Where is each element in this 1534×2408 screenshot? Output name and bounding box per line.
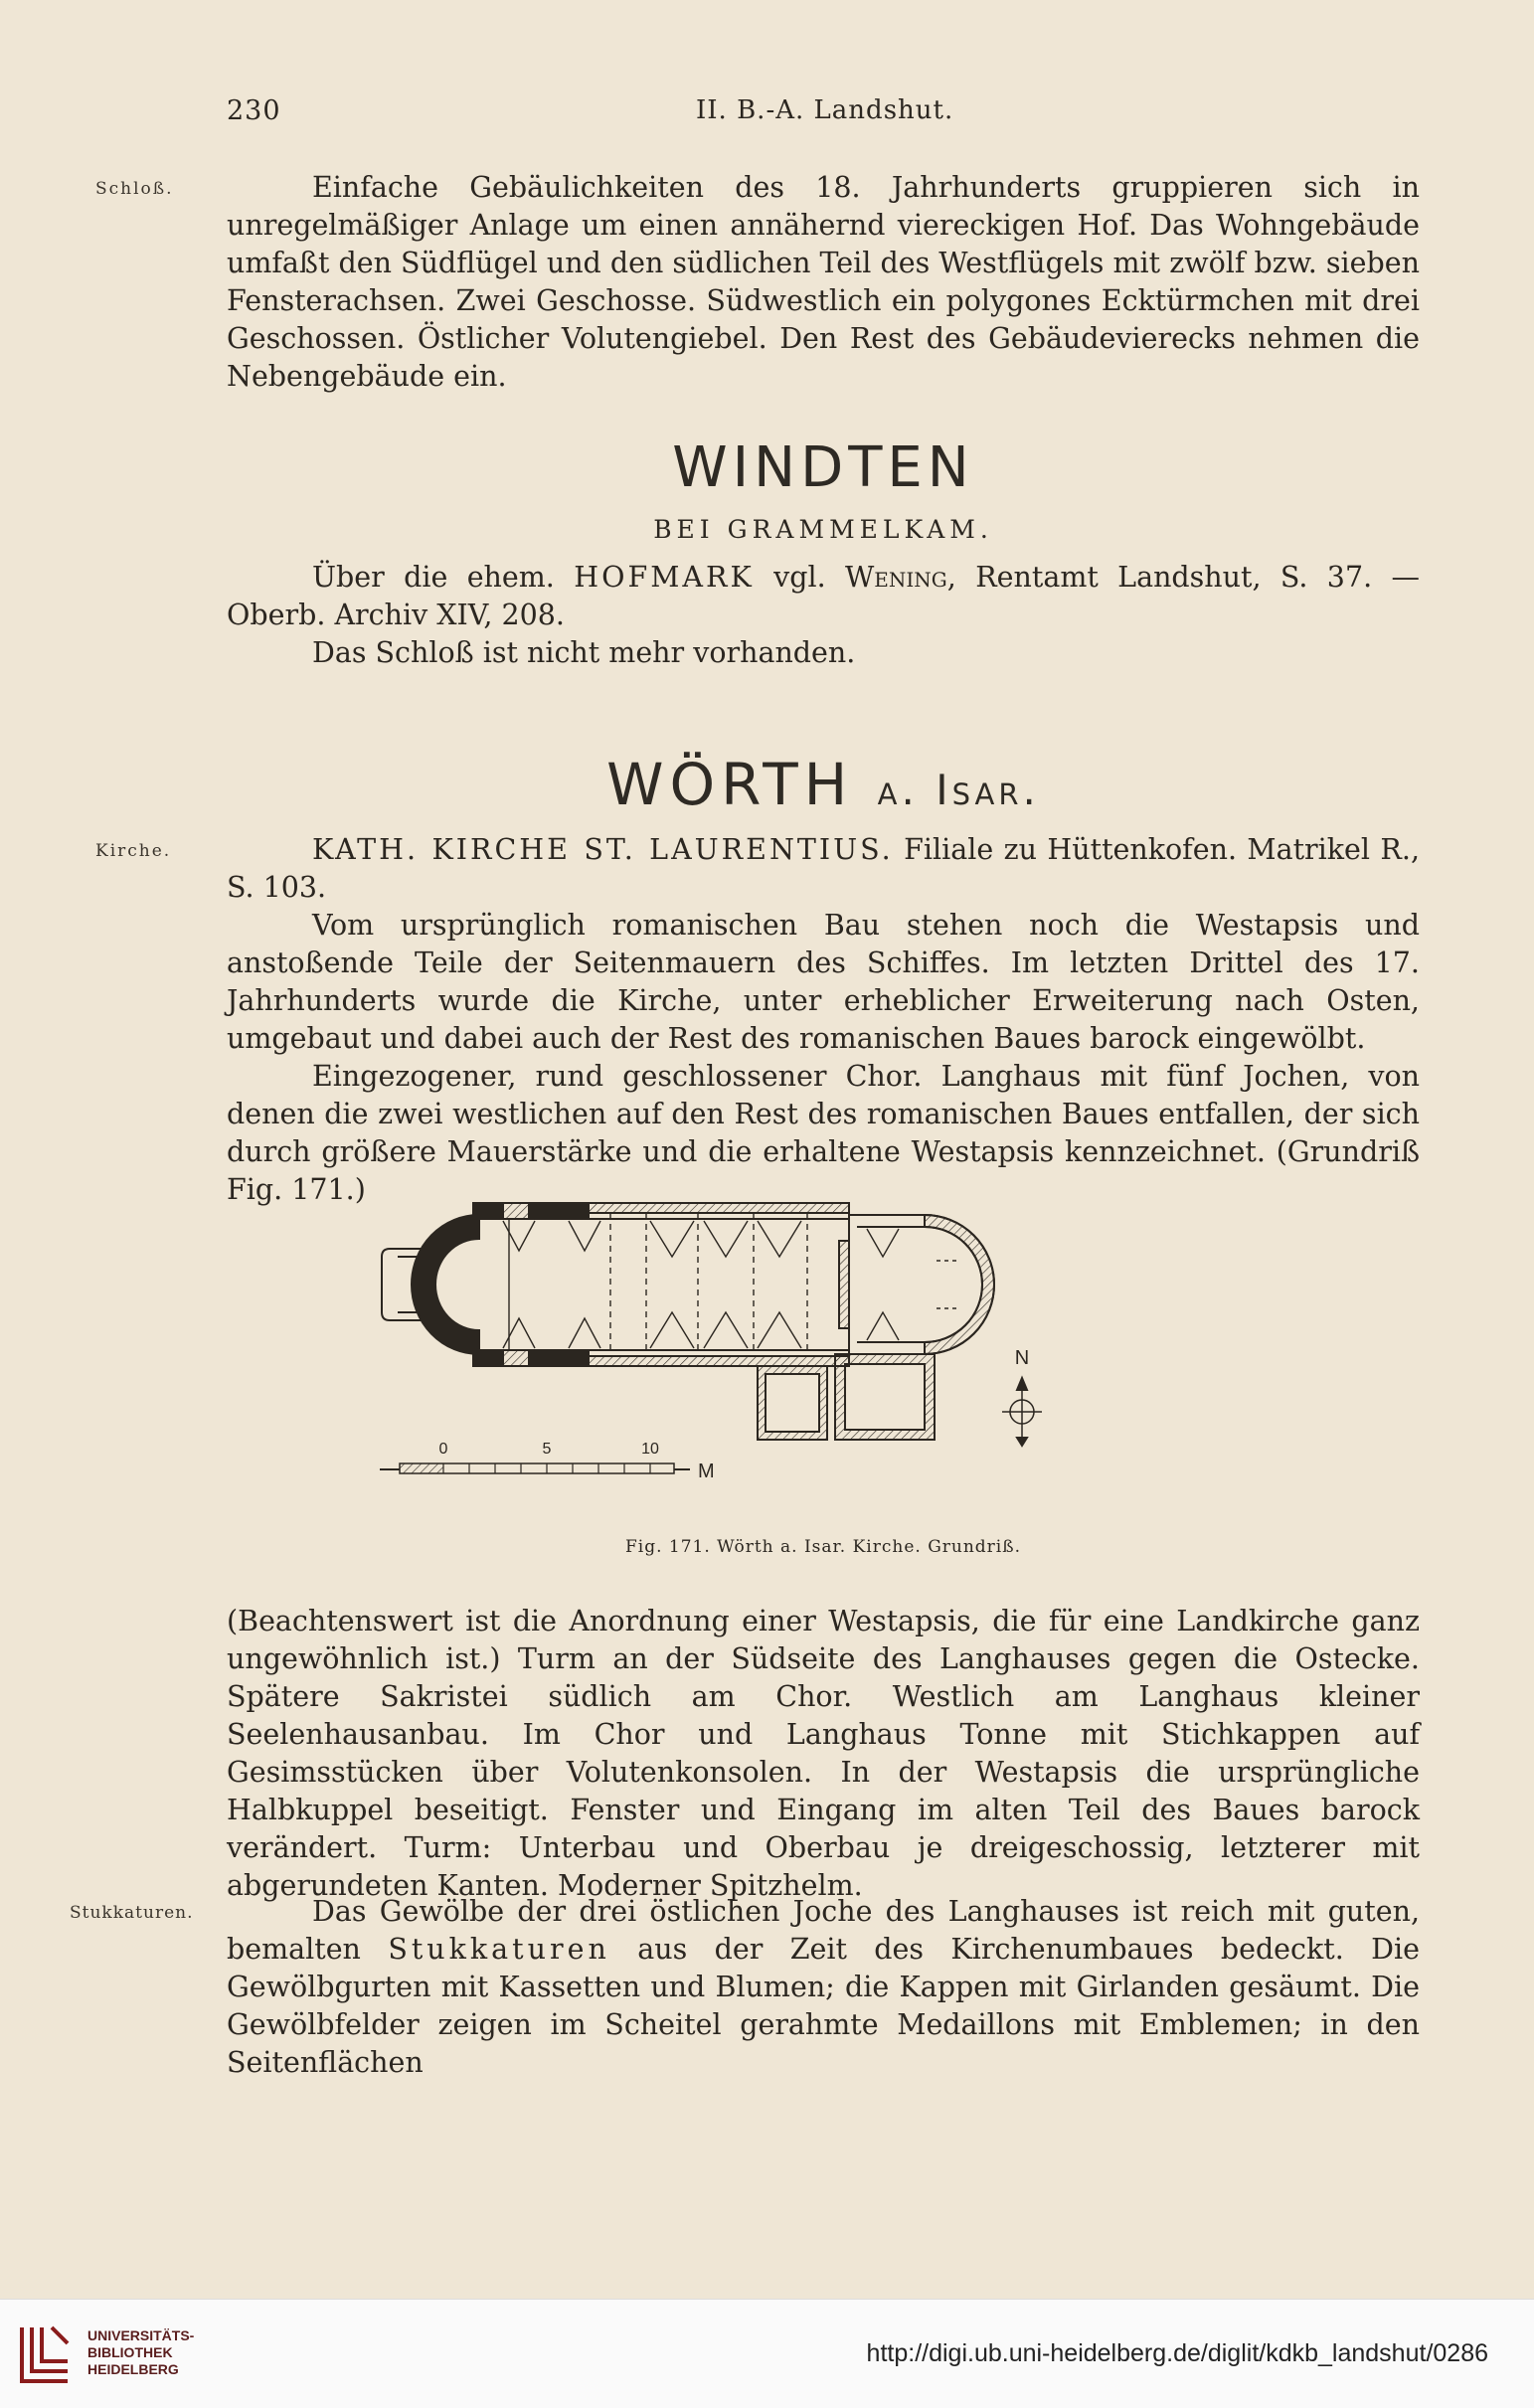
scale-unit: M bbox=[698, 1461, 715, 1482]
worth-title-sub: a. Isar. bbox=[877, 766, 1040, 814]
worth-title-main: WÖRTH bbox=[606, 751, 854, 818]
library-name-line-1: UNIVERSITÄTS- bbox=[87, 2327, 195, 2343]
page-number: 230 bbox=[227, 95, 281, 126]
lit-wening: Wening bbox=[845, 561, 947, 594]
windten-section bbox=[227, 559, 1420, 672]
floor-plan-drawing bbox=[382, 1203, 1042, 1446]
lit-hofmark: HOFMARK bbox=[574, 561, 755, 594]
library-name-line-2: BIBLIOTHEK bbox=[87, 2344, 173, 2360]
running-title: II. B.-A. Landshut. bbox=[696, 95, 954, 125]
paragraph-description bbox=[227, 1603, 1420, 1905]
scale-label-5: 5 bbox=[542, 1441, 552, 1458]
worth-paragraph-1: Vom ursprünglich romanischen Bau stehen noch die Westapsis und anstoßende Teile der Seitenmauern des Schiffes. Im letzten Drittel des 17. Jahrhunderts wurde die Kirche, unter erheblicher Erweiterung nach Osten, umgebaut und dabei auch der Rest des romanischen Baues barock eingewölbt. bbox=[227, 909, 1420, 1055]
scale-label-10: 10 bbox=[641, 1441, 659, 1458]
viewer-footer bbox=[0, 2299, 1534, 2408]
lit-text-2: vgl. bbox=[773, 561, 826, 594]
worth-section bbox=[227, 831, 1420, 1209]
worth-paragraph-2: Eingezogener, rund geschlossener Chor. Langhaus mit fünf Jochen, von denen die zwei westlichen auf den Rest des romanischen Baues entfallen, der sich durch größere Mauerstärke und die erhaltene Westapsis kennzeichnet. (Grundriß Fig. 171.) bbox=[227, 1060, 1420, 1206]
north-label: N bbox=[1014, 1347, 1030, 1369]
schloss-text: Einfache Gebäulichkeiten des 18. Jahrhunderts gruppieren sich in unregelmäßiger Anlage um einen annähernd viereckigen Hof. Das Wohngebäude umfaßt den Südflügel und den südlichen Teil des Westflügels mit zwölf bzw. sieben Fensterachsen. Zwei Geschosse. Südwestlich ein polygones Ecktürmchen mit drei Geschossen. Östlicher Volutengiebel. Den Rest des Gebäudevierecks nehmen die Nebengebäude ein. bbox=[227, 171, 1420, 393]
windten-note: Das Schloß ist nicht mehr vorhanden. bbox=[312, 636, 856, 669]
heading-windten: WINDTEN bbox=[672, 435, 974, 500]
margin-note-stukkaturen: Stukkaturen. bbox=[70, 1903, 194, 1923]
kirche-heading-line bbox=[227, 831, 1420, 907]
heading-worth bbox=[227, 751, 1420, 818]
church-floor-plan bbox=[380, 1201, 1278, 1539]
paragraph-schloss bbox=[227, 169, 1420, 396]
paragraph-stukkaturen bbox=[227, 1893, 1420, 2082]
lit-text-3: , Rentamt Landshut, S. 37. — Oberb. Archiv XIV, 208. bbox=[227, 561, 1420, 631]
library-name-line-3: HEIDELBERG bbox=[87, 2361, 179, 2377]
stuk-spaced-word: Stukkaturen bbox=[388, 1933, 610, 1966]
kirche-heading: KATH. KIRCHE ST. LAURENTIUS. bbox=[312, 833, 894, 866]
windten-literature bbox=[227, 559, 1420, 634]
stuk-text-a: Das Gewölbe der drei östlichen Joche des Langhauses ist reich mit guten, bemalten bbox=[227, 1895, 1420, 1966]
kirche-heading-rest: Filiale zu Hüttenkofen. Matrikel R., S. 103. bbox=[227, 833, 1421, 904]
margin-note-schloss: Schloß. bbox=[95, 179, 174, 199]
stuk-text-b: aus der Zeit des Kirchenumbaues bedeckt. Die Gewölbgurten mit Kassetten und Blumen; die Kappen mit Girlanden gesäumt. Die Gewölbfelder zeigen im Scheitel gerahmte Medaillons mit Emblemen; in den Seitenflächen bbox=[227, 1933, 1421, 2079]
stukkaturen-text bbox=[227, 1893, 1420, 2082]
description-text: (Beachtenswert ist die Anordnung einer Westapsis, die für eine Landkirche ganz ungewöhnlich ist.) Turm an der Südseite des Langhauses gegen die Ostecke. Spätere Sakristei südlich am Chor. Westlich am Langhaus kleiner Seelenhausanbau. Im Chor und Langhaus Tonne mit Stichkappen auf Gesimsstücken über Volutenkonsolen. In der Westapsis die ursprüngliche Halbkuppel beseitigt. Fenster und Eingang im alten Teil des Baues barock verändert. Turm: Unterbau und Oberbau je dreigeschossig, letzterer mit abgerundeten Kanten. Moderner Spitzhelm. bbox=[227, 1605, 1420, 1902]
subheading-grammelkam: BEI GRAMMELKAM. bbox=[653, 515, 993, 544]
margin-note-kirche: Kirche. bbox=[95, 841, 172, 861]
university-library-logo[interactable] bbox=[14, 2320, 76, 2389]
permalink-url[interactable]: http://digi.ub.uni-heidelberg.de/diglit/kdkb_landshut/0286 bbox=[866, 2339, 1488, 2367]
library-name bbox=[87, 2327, 194, 2378]
lit-text-1: Über die ehem. bbox=[312, 561, 555, 594]
scale-bar bbox=[380, 1441, 715, 1482]
figure-caption: Fig. 171. Wörth a. Isar. Kirche. Grundriß. bbox=[624, 1537, 1022, 1557]
scale-label-0: 0 bbox=[438, 1441, 448, 1458]
